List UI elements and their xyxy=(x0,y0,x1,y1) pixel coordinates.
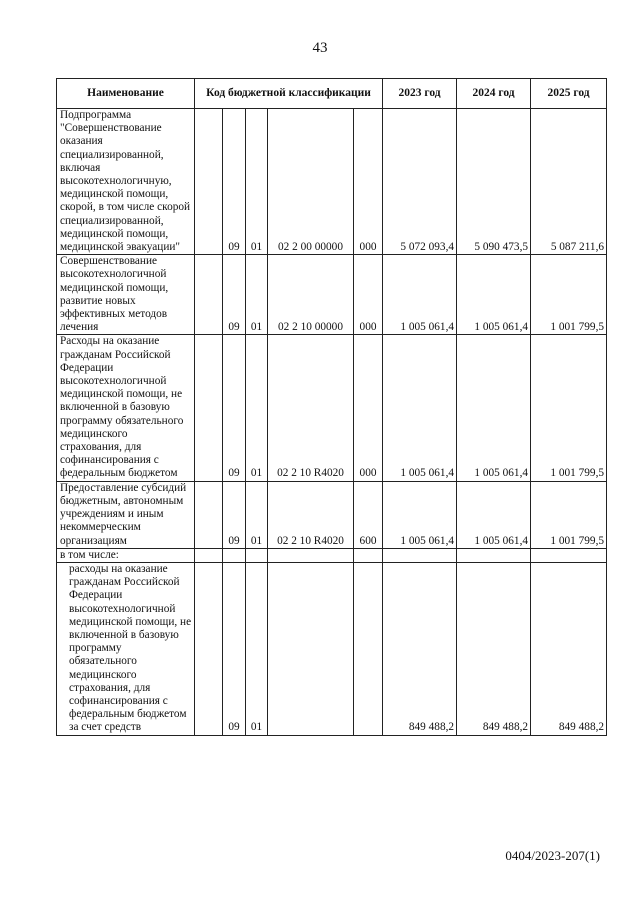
row-value-2025: 1 001 799,5 xyxy=(531,481,607,548)
table-row xyxy=(57,335,607,481)
row-value-2025: 1 001 799,5 xyxy=(531,255,607,335)
row-code-section: 09 xyxy=(223,562,246,735)
table-row xyxy=(57,255,607,335)
row-code-section: 09 xyxy=(223,109,246,255)
row-value-2023: 1 005 061,4 xyxy=(383,255,457,335)
row-code-target: 02 2 00 00000 xyxy=(268,109,354,255)
row-value-2024: 5 090 473,5 xyxy=(457,109,531,255)
row-code-section: 09 xyxy=(223,255,246,335)
table-row xyxy=(57,109,607,255)
table-row xyxy=(57,548,607,562)
row-code-1 xyxy=(195,109,223,255)
row-code-section xyxy=(223,548,246,562)
row-code-expense-type: 600 xyxy=(354,481,383,548)
table-row xyxy=(57,562,607,735)
row-name: Расходы на оказание гражданам Российской Федерации высокотехнологичной медицинской помощи, не включенной в базовую программу обязательного медицинского страхования, для софинансирования с федеральным бюджетом xyxy=(57,335,195,481)
row-value-2024: 849 488,2 xyxy=(457,562,531,735)
header-2024: 2024 год xyxy=(457,79,531,109)
row-code-subsection: 01 xyxy=(246,481,268,548)
row-code-expense-type xyxy=(354,548,383,562)
row-code-subsection: 01 xyxy=(246,335,268,481)
header-2023: 2023 год xyxy=(383,79,457,109)
row-value-2025: 849 488,2 xyxy=(531,562,607,735)
row-name: Подпрограмма "Совершенствование оказания специализированной, включая высокотехнологичную, медицинской помощи, скорой, в том числе скорой специализированной, медицинской помощи, медицинской эвакуации" xyxy=(57,109,195,255)
row-code-1 xyxy=(195,255,223,335)
row-code-subsection: 01 xyxy=(246,255,268,335)
budget-table xyxy=(56,78,607,736)
header-2025: 2025 год xyxy=(531,79,607,109)
row-code-subsection: 01 xyxy=(246,562,268,735)
row-code-1 xyxy=(195,562,223,735)
row-code-subsection xyxy=(246,548,268,562)
row-name: Предоставление субсидий бюджетным, автономным учреждениям и иным некоммерческим организациям xyxy=(57,481,195,548)
row-code-expense-type: 000 xyxy=(354,335,383,481)
table-header-row xyxy=(57,79,607,109)
row-value-2025 xyxy=(531,548,607,562)
row-code-expense-type: 000 xyxy=(354,109,383,255)
row-name: расходы на оказание гражданам Российской Федерации высокотехнологичной медицинской помощи, не включенной в базовую программу обязательного медицинского страхования, для софинансирования с федеральным бюджетом за счет средств xyxy=(57,562,195,735)
table-row xyxy=(57,481,607,548)
row-value-2024: 1 005 061,4 xyxy=(457,255,531,335)
row-code-target: 02 2 10 R4020 xyxy=(268,481,354,548)
page-number: 43 xyxy=(312,40,328,56)
row-code-section: 09 xyxy=(223,481,246,548)
row-code-1 xyxy=(195,548,223,562)
row-value-2023 xyxy=(383,548,457,562)
document-code: 0404/2023-207(1) xyxy=(505,848,600,863)
row-value-2024: 1 005 061,4 xyxy=(457,481,531,548)
row-name: в том числе: xyxy=(57,548,195,562)
row-value-2025: 1 001 799,5 xyxy=(531,335,607,481)
row-value-2024 xyxy=(457,548,531,562)
row-code-target: 02 2 10 00000 xyxy=(268,255,354,335)
row-code-target xyxy=(268,548,354,562)
header-code: Код бюджетной классификации xyxy=(195,79,383,109)
row-code-1 xyxy=(195,335,223,481)
row-code-expense-type: 000 xyxy=(354,255,383,335)
row-value-2025: 5 087 211,6 xyxy=(531,109,607,255)
row-value-2023: 1 005 061,4 xyxy=(383,335,457,481)
row-value-2023: 849 488,2 xyxy=(383,562,457,735)
row-name: Совершенствование высокотехнологичной медицинской помощи, развитие новых эффективных методов лечения xyxy=(57,255,195,335)
row-code-1 xyxy=(195,481,223,548)
row-code-expense-type xyxy=(354,562,383,735)
row-code-section: 09 xyxy=(223,335,246,481)
row-value-2023: 1 005 061,4 xyxy=(383,481,457,548)
row-value-2023: 5 072 093,4 xyxy=(383,109,457,255)
row-code-subsection: 01 xyxy=(246,109,268,255)
header-name: Наименование xyxy=(57,79,195,109)
row-code-target xyxy=(268,562,354,735)
row-code-target: 02 2 10 R4020 xyxy=(268,335,354,481)
row-value-2024: 1 005 061,4 xyxy=(457,335,531,481)
